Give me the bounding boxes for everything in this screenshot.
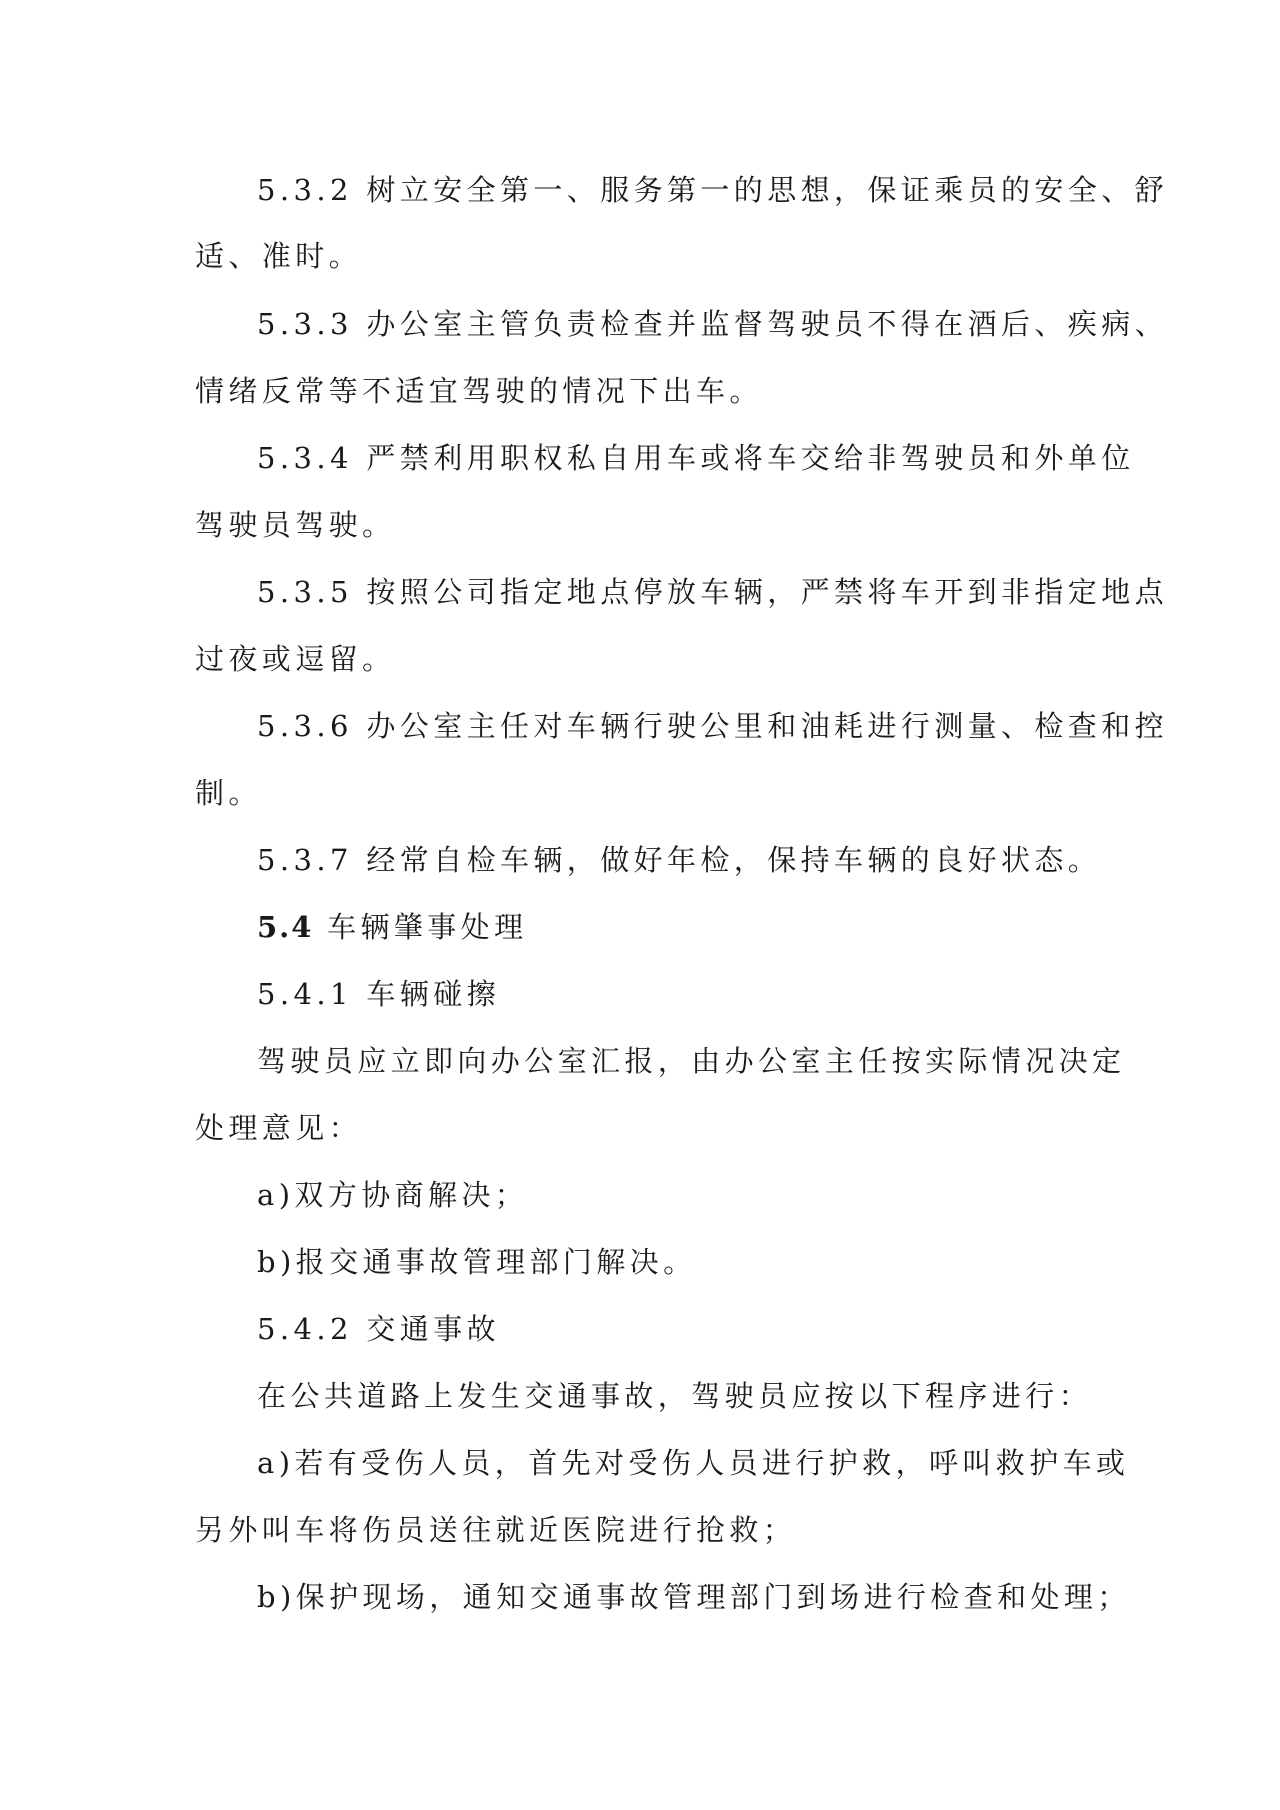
section-5-4-number: 5.4 <box>257 910 314 944</box>
paragraph-5-3-2-line-2: 适、准时。 <box>195 239 363 273</box>
paragraph-5-4-2-intro: 在公共道路上发生交通事故，驾驶员应按以下程序进行： <box>257 1379 1093 1413</box>
paragraph-5-3-6-line-1: 5.3.6 办公室主任对车辆行驶公里和油耗进行测量、检查和控 <box>257 709 1169 743</box>
paragraph-5-3-2-line-1: 5.3.2 树立安全第一、服务第一的思想，保证乘员的安全、舒 <box>257 173 1169 207</box>
list-item-5-4-2-a-line-2: 另外叫车将伤员送往就近医院进行抢救； <box>195 1513 797 1547</box>
list-item-5-4-2-a-line-1: a)若有受伤人员，首先对受伤人员进行护救，呼叫救护车或 <box>257 1446 1130 1480</box>
paragraph-5-3-6-line-2: 制。 <box>195 776 262 810</box>
paragraph-5-3-7: 5.3.7 经常自检车辆，做好年检，保持车辆的良好状态。 <box>257 843 1102 877</box>
list-item-5-4-2-b: b)保护现场，通知交通事故管理部门到场进行检查和处理； <box>257 1580 1131 1614</box>
paragraph-5-4-1-line-2: 处理意见： <box>195 1111 363 1145</box>
paragraph-5-3-5-line-2: 过夜或逗留。 <box>195 642 396 676</box>
subsection-5-4-2-heading: 5.4.2 交通事故 <box>257 1312 501 1346</box>
section-5-4-title: 车辆肇事处理 <box>327 910 528 944</box>
paragraph-5-3-3-line-1: 5.3.3 办公室主管负责检查并监督驾驶员不得在酒后、疾病、 <box>257 307 1169 341</box>
list-item-5-4-1-a: a)双方协商解决； <box>257 1178 529 1212</box>
list-item-5-4-1-b: b)报交通事故管理部门解决。 <box>257 1245 697 1279</box>
paragraph-5-3-3-line-2: 情绪反常等不适宜驾驶的情况下出车。 <box>195 374 763 408</box>
paragraph-5-3-4-line-1: 5.3.4 严禁利用职权私自用车或将车交给非驾驶员和外单位 <box>257 441 1135 475</box>
section-5-4-heading <box>257 907 527 947</box>
subsection-5-4-1-heading: 5.4.1 车辆碰擦 <box>257 977 501 1011</box>
paragraph-5-3-4-line-2: 驾驶员驾驶。 <box>195 508 396 542</box>
paragraph-5-4-1-line-1: 驾驶员应立即向办公室汇报，由办公室主任按实际情况决定 <box>257 1044 1126 1078</box>
paragraph-5-3-5-line-1: 5.3.5 按照公司指定地点停放车辆，严禁将车开到非指定地点 <box>257 575 1169 609</box>
